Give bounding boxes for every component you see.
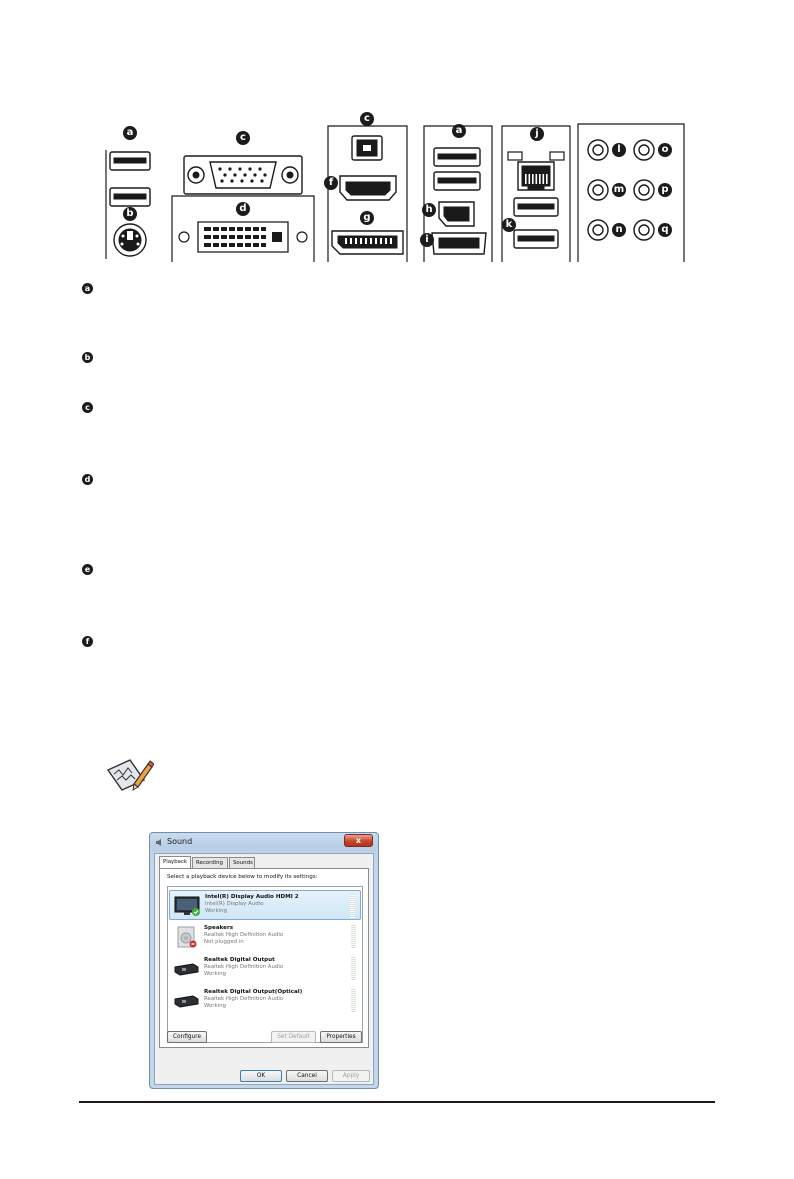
label-a-2: a xyxy=(452,124,466,138)
device-driver: Intel(R) Display Audio xyxy=(205,901,264,907)
section-bullet-f: f xyxy=(82,636,93,647)
digital-output-icon xyxy=(173,958,200,980)
label-n: n xyxy=(612,223,626,237)
dvi-port xyxy=(179,222,307,252)
section-bullet-e: e xyxy=(82,564,93,575)
label-f: f xyxy=(324,176,338,190)
speaker-icon xyxy=(155,838,164,847)
section-bullet-c: c xyxy=(82,402,93,413)
speaker-box-icon xyxy=(173,926,200,948)
device-driver: Realtek High Definition Audio xyxy=(204,932,284,938)
label-c-optical: c xyxy=(360,112,374,126)
label-o: o xyxy=(658,143,672,157)
device-status: Working xyxy=(205,908,227,914)
label-g: g xyxy=(360,211,374,225)
pencil-note-icon xyxy=(104,756,154,796)
properties-button[interactable]: Properties xyxy=(320,1031,362,1043)
device-name: Realtek Digital Output(Optical) xyxy=(204,989,303,995)
hdmi-port xyxy=(340,176,396,200)
optical-spdif-port xyxy=(352,136,382,160)
label-p: p xyxy=(658,183,672,197)
label-h: h xyxy=(422,203,436,217)
tab-playback[interactable]: Playback xyxy=(159,856,191,869)
level-meter xyxy=(350,894,355,918)
tab-recording[interactable]: Recording xyxy=(192,857,228,869)
close-icon: x xyxy=(355,836,362,845)
level-meter xyxy=(351,989,356,1013)
ieee1394-port xyxy=(439,202,474,226)
device-item-hdmi[interactable] xyxy=(169,890,361,920)
usb-port-group-a2 xyxy=(434,148,480,190)
device-name: Realtek Digital Output xyxy=(204,957,275,963)
device-driver: Realtek High Definition Audio xyxy=(204,996,284,1002)
monitor-icon xyxy=(174,895,201,917)
label-k: k xyxy=(502,218,516,232)
set-default-button[interactable]: Set Default xyxy=(271,1031,316,1043)
back-panel-drawing xyxy=(104,114,686,264)
label-a: a xyxy=(123,126,137,140)
level-meter xyxy=(351,957,356,981)
displayport-port xyxy=(332,231,403,254)
dialog-title: Sound xyxy=(167,837,193,846)
tab-sounds[interactable]: Sounds xyxy=(229,857,255,869)
dsub-port xyxy=(184,156,302,194)
label-i: i xyxy=(420,233,434,247)
configure-button[interactable]: Configure xyxy=(167,1031,207,1043)
label-j: j xyxy=(530,127,544,141)
sound-dialog xyxy=(149,832,379,1089)
close-button[interactable] xyxy=(344,834,373,847)
label-d: d xyxy=(236,202,250,216)
device-status: Not plugged in xyxy=(204,939,244,945)
section-bullet-b: b xyxy=(82,352,93,363)
label-q: q xyxy=(658,223,672,237)
esata-port xyxy=(432,233,486,254)
device-item-digital-output[interactable] xyxy=(169,954,361,984)
device-name: Intel(R) Display Audio HDMI 2 xyxy=(205,894,299,900)
ps2-port xyxy=(114,224,146,256)
label-m: m xyxy=(613,184,625,195)
usb-port-group-a xyxy=(110,152,150,206)
playback-panel xyxy=(159,868,369,1048)
ok-button[interactable]: OK xyxy=(240,1070,282,1082)
device-status: Working xyxy=(204,1003,226,1009)
back-panel-diagram xyxy=(104,114,686,264)
device-status: Working xyxy=(204,971,226,977)
apply-button[interactable]: Apply xyxy=(332,1070,370,1082)
instruction-text: Select a playback device below to modify its settings: xyxy=(167,874,318,880)
usb3-port-group xyxy=(514,198,558,248)
optical-output-icon xyxy=(173,990,200,1012)
cancel-button[interactable]: Cancel xyxy=(286,1070,328,1082)
device-item-speakers[interactable] xyxy=(169,922,361,952)
device-list[interactable] xyxy=(167,886,363,1043)
dialog-client xyxy=(154,853,374,1085)
label-b: b xyxy=(123,207,137,221)
section-bullet-a: a xyxy=(82,283,93,294)
device-name: Speakers xyxy=(204,925,234,931)
dialog-titlebar[interactable] xyxy=(150,833,378,853)
footer-divider xyxy=(79,1101,715,1103)
label-c: c xyxy=(236,131,250,145)
section-bullet-d: d xyxy=(82,474,93,485)
device-driver: Realtek High Definition Audio xyxy=(204,964,284,970)
device-item-digital-output-optical[interactable] xyxy=(169,986,361,1016)
lan-port xyxy=(508,152,564,190)
level-meter xyxy=(351,925,356,949)
label-l: l xyxy=(612,143,626,157)
